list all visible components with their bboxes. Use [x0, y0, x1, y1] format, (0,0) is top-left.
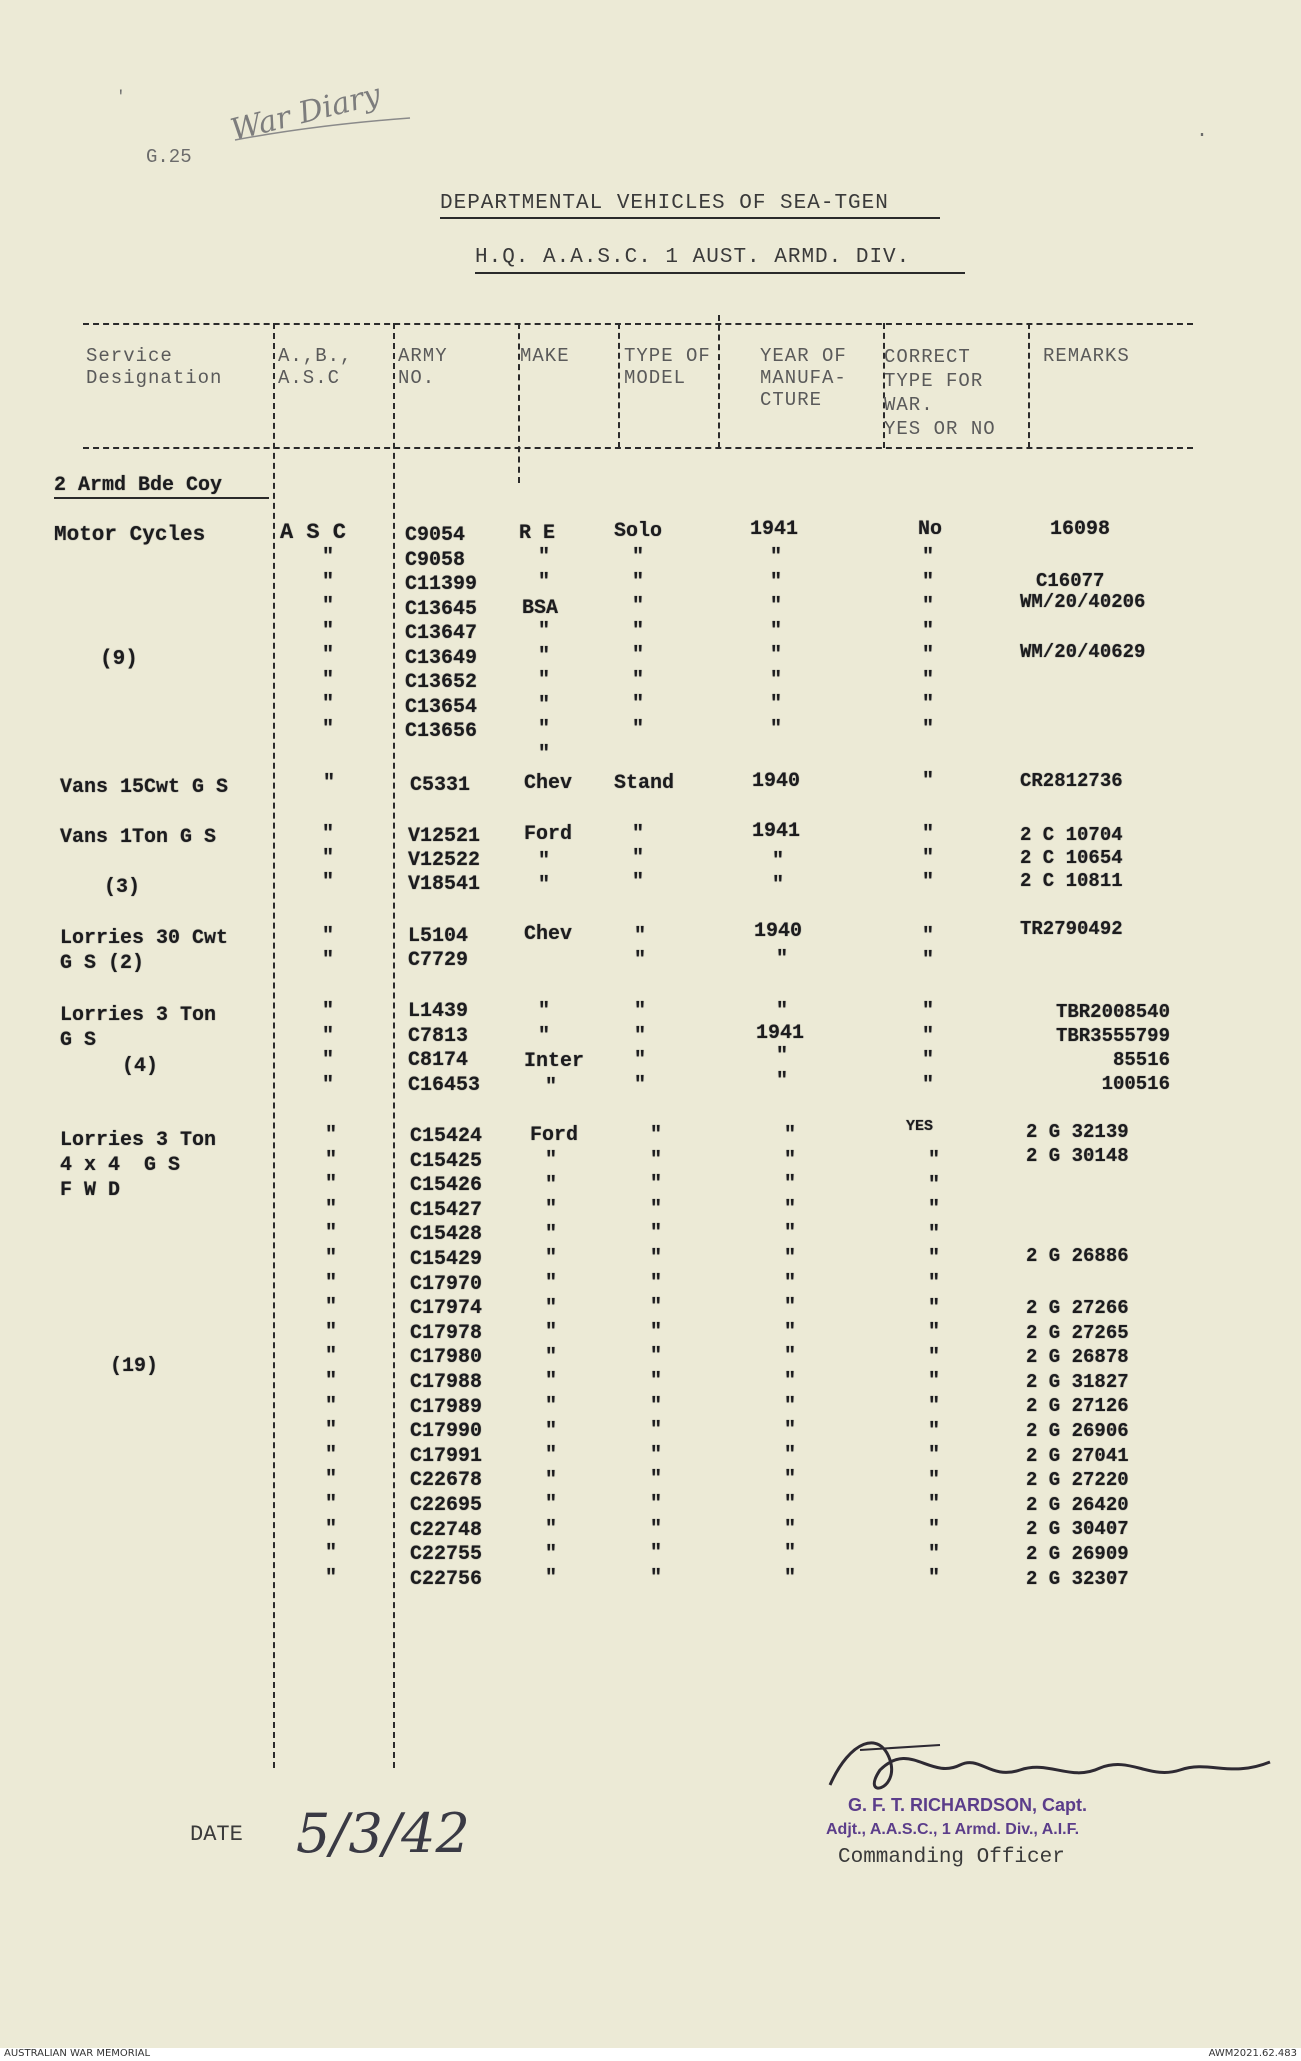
ditto-mark: " — [650, 1468, 663, 1492]
ditto-mark: " — [632, 644, 645, 667]
ditto-mark: " — [632, 717, 645, 741]
ditto-mark: " — [322, 668, 335, 692]
header-type-of-model: TYPE OF MODEL — [624, 345, 711, 389]
ditto-mark: " — [325, 1370, 338, 1393]
ditto-mark: " — [928, 1321, 941, 1345]
year-lorries-30cwt: 1940 — [754, 920, 803, 943]
ditto-mark: " — [922, 668, 935, 692]
group-count-motor-cycles: (9) — [100, 648, 138, 671]
ditto-mark: " — [325, 1468, 338, 1492]
army-no-list-vans-1ton: V12521 V12522 V18541 — [408, 825, 481, 896]
ditto-mark: " — [632, 847, 645, 870]
ditto-mark: " — [538, 874, 551, 897]
table-top-rule — [83, 323, 1193, 325]
ditto-mark: " — [922, 717, 935, 741]
ditto-mark: " — [922, 871, 935, 894]
ditto-mark: " — [650, 1345, 663, 1369]
document-title: DEPARTMENTAL VEHICLES OF SEA-TGEN — [440, 192, 889, 215]
remark: WM/20/40206 — [1020, 591, 1146, 613]
ditto-mark: " — [650, 1173, 663, 1197]
ditto-mark: " — [650, 1566, 663, 1590]
ditto-mark: " — [922, 619, 935, 643]
make-ford: Ford — [524, 823, 573, 846]
ditto-mark: " — [784, 1419, 797, 1443]
ditto-mark: " — [325, 1197, 338, 1221]
ditto-mark: " — [928, 1296, 941, 1320]
ditto-mark: " — [325, 1296, 338, 1320]
ditto-mark: " — [322, 823, 335, 846]
ditto-mark: " — [922, 546, 935, 569]
ditto-mark: " — [776, 1069, 789, 1093]
ditto-mark: " — [538, 669, 551, 692]
year-lorries-3ton: 1941 — [756, 1022, 805, 1045]
ditto-mark: " — [538, 1024, 551, 1048]
header-army-no: ARMY NO. — [398, 345, 448, 389]
ditto-mark: " — [545, 1247, 558, 1271]
ditto-mark: " — [545, 1345, 558, 1369]
ditto-mark: " — [538, 546, 551, 569]
table-header-rule — [83, 447, 1193, 449]
correct-no: No — [918, 518, 943, 541]
ditto-mark: " — [545, 1321, 558, 1345]
ditto-mark: " — [770, 619, 783, 643]
ditto-mark: " — [784, 1124, 797, 1147]
ditto-mark: " — [545, 1444, 558, 1468]
ditto-mark: " — [634, 1000, 647, 1023]
ditto-mark: " — [650, 1247, 663, 1270]
army-no-list-lorries-3ton: L1439 C7813 C8174 C16453 — [408, 1000, 481, 1097]
ditto-mark: " — [922, 595, 935, 618]
unit-heading: 2 Armd Bde Coy — [54, 474, 223, 497]
ditto-mark: " — [322, 847, 335, 870]
column-divider — [273, 323, 275, 1768]
ditto-mark: " — [922, 823, 935, 846]
ditto-mark: " — [325, 1493, 338, 1516]
footer-credit: AUSTRALIAN WAR MEMORIAL — [4, 2048, 151, 2059]
ditto-mark: " — [650, 1197, 663, 1221]
army-no-list-motor-cycles: C9054 C9058 C11399 C13645 C13647 C13649 C13652 C13654 C13656 — [405, 524, 478, 743]
ditto-mark: " — [325, 1566, 338, 1590]
ditto-mark: " — [928, 1518, 941, 1541]
ditto-mark: " — [770, 570, 783, 594]
ditto-mark: " — [545, 1173, 558, 1197]
ditto-mark: " — [325, 1247, 338, 1270]
document-reference: G.25 — [146, 146, 192, 168]
ditto-mark: " — [922, 570, 935, 594]
margin-mark: ' — [116, 88, 126, 106]
ditto-mark: " — [538, 693, 551, 717]
ditto-mark: " — [922, 1049, 935, 1072]
ditto-mark: " — [538, 850, 551, 873]
ditto-mark: " — [784, 1517, 797, 1541]
ditto-mark: " — [922, 693, 935, 716]
ditto-mark: " — [632, 619, 645, 643]
ditto-mark: " — [650, 1370, 663, 1393]
ditto-mark: " — [322, 1024, 335, 1048]
ditto-mark: " — [650, 1493, 663, 1516]
group-count-lorries-3ton-4x4: (19) — [110, 1355, 159, 1378]
ditto-mark: " — [784, 1222, 797, 1246]
ditto-mark: " — [650, 1542, 663, 1566]
ditto-mark: " — [322, 949, 335, 972]
ditto-mark: " — [538, 570, 551, 594]
ditto-mark: " — [928, 1222, 941, 1246]
margin-mark: . — [1196, 120, 1209, 143]
ditto-mark: " — [325, 1148, 338, 1172]
type-stand: Stand — [614, 772, 675, 795]
remark: 16098 — [1050, 518, 1111, 541]
column-divider — [1028, 323, 1030, 448]
ditto-mark: " — [325, 1271, 338, 1295]
footer-reference: AWM2021.62.483 — [1208, 2048, 1297, 2059]
remark: 2 G 26886 — [1026, 1245, 1129, 1267]
ditto-mark: " — [325, 1320, 338, 1344]
year-motor-cycles: 1941 — [750, 518, 799, 541]
remark: TR2790492 — [1020, 918, 1123, 940]
ditto-mark: " — [928, 1345, 941, 1369]
ditto-mark: " — [545, 1272, 558, 1295]
ditto-mark: " — [538, 644, 551, 668]
ditto-mark: " — [770, 717, 783, 741]
ditto-mark: " — [928, 1468, 941, 1492]
ditto-mark: " — [545, 1370, 558, 1394]
ditto-mark: " — [632, 570, 645, 594]
ditto-mark: " — [776, 948, 789, 971]
make-inter: Inter — [524, 1050, 585, 1073]
ditto-mark: " — [323, 772, 336, 795]
ditto-mark: " — [928, 1444, 941, 1468]
ditto-mark: " — [325, 1173, 338, 1197]
ditto-mark: " — [322, 717, 335, 741]
ditto-mark: " — [322, 871, 335, 894]
ditto-mark: " — [770, 595, 783, 618]
ditto-mark: " — [325, 1419, 338, 1443]
remarks-lorries-3ton: TBR2008540 TBR3555799 85516 100516 — [1055, 1001, 1170, 1095]
group-label-lorries-30cwt: Lorries 30 Cwt G S (2) — [60, 927, 229, 975]
make-re: R E — [519, 522, 556, 545]
ditto-mark: " — [538, 620, 551, 643]
ditto-mark: " — [322, 570, 335, 594]
ditto-mark: " — [325, 1124, 338, 1147]
ditto-mark: " — [784, 1566, 797, 1590]
ditto-mark: " — [322, 925, 335, 948]
group-label-vans-15cwt: Vans 15Cwt G S — [60, 776, 229, 799]
ditto-mark: " — [538, 742, 551, 766]
ditto-mark: " — [634, 1073, 647, 1097]
header-remarks: REMARKS — [1043, 345, 1130, 367]
ditto-mark: " — [545, 1468, 558, 1492]
ditto-mark: " — [770, 546, 783, 569]
ditto-mark: " — [322, 546, 335, 569]
ditto-mark: " — [325, 1222, 338, 1246]
ditto-mark: " — [545, 1542, 558, 1566]
ditto-mark: " — [650, 1296, 663, 1320]
column-divider — [618, 323, 620, 448]
header-ab-asc: A.,B., A.S.C — [278, 345, 353, 389]
ditto-mark: " — [325, 1443, 338, 1467]
ditto-mark: " — [634, 1024, 647, 1048]
ditto-mark: " — [634, 949, 647, 972]
army-no-list-lorries-30cwt: L5104 C7729 — [408, 925, 469, 972]
svg-text:War Diary: War Diary — [227, 77, 384, 149]
ditto-mark: " — [545, 1395, 558, 1418]
make-bsa: BSA — [522, 597, 559, 620]
ditto-mark: " — [650, 1148, 663, 1172]
ditto-mark: " — [322, 693, 335, 716]
ditto-mark: " — [928, 1493, 941, 1517]
group-count-vans-1ton: (3) — [104, 876, 141, 899]
ditto-mark: " — [784, 1148, 797, 1172]
remark: C16077 — [1036, 570, 1105, 592]
army-no-list-lorries-3ton-4x4: C15424 C15425 C15426 C15427 C15428 C15429 C17970 C17974 C17978 C17980 C17988 C17989 C17990 C17991 C22678 C22695 C22748 C22755 C22756 — [410, 1125, 483, 1591]
ditto-mark: " — [928, 1419, 941, 1443]
officer-stamp-name: G. F. T. RICHARDSON, Capt. — [848, 1795, 1088, 1815]
ditto-mark: " — [650, 1419, 663, 1443]
make-ford: Ford — [530, 1124, 579, 1147]
ditto-mark: " — [632, 546, 645, 569]
ditto-mark: " — [322, 1000, 335, 1023]
ditto-mark: " — [784, 1493, 797, 1516]
ditto-mark: " — [922, 1024, 935, 1048]
ditto-mark: " — [928, 1149, 941, 1172]
ditto-mark: " — [928, 1247, 941, 1271]
ditto-mark: " — [632, 693, 645, 716]
ditto-mark: " — [922, 770, 935, 793]
ditto-mark: " — [634, 1049, 647, 1072]
ditto-mark: " — [928, 1198, 941, 1222]
ditto-mark: " — [784, 1197, 797, 1221]
column-divider — [393, 323, 395, 1768]
ditto-mark: " — [632, 823, 645, 846]
ditto-mark: " — [650, 1394, 663, 1418]
group-count-lorries-3ton: (4) — [122, 1055, 159, 1078]
ditto-mark: " — [922, 949, 935, 972]
type-solo: Solo — [614, 520, 663, 543]
ditto-mark: " — [545, 1296, 558, 1320]
ditto-mark: " — [784, 1247, 797, 1270]
ditto-mark: " — [928, 1370, 941, 1394]
officer-stamp-unit: Adjt., A.A.S.C., 1 Armd. Div., A.I.F. — [826, 1821, 1080, 1838]
ditto-mark: " — [784, 1345, 797, 1369]
header-year-of-manufacture: YEAR OF MANUFA- CTURE — [760, 345, 847, 411]
ditto-mark: " — [322, 644, 335, 667]
date-label: DATE — [190, 1822, 243, 1847]
remarks-lorries-3ton-4x4-list: 2 G 27266 2 G 27265 2 G 26878 2 G 31827 2 G 27126 2 G 26906 2 G 27041 2 G 27220 2 G 26420 2 G 30407 2 G 26909 2 G 32307 — [1026, 1297, 1129, 1590]
ditto-mark: " — [922, 1000, 935, 1023]
ditto-mark: " — [928, 1567, 941, 1591]
ditto-mark: " — [784, 1443, 797, 1467]
ditto-mark: " — [538, 1000, 551, 1023]
ditto-mark: " — [632, 668, 645, 692]
ditto-mark: " — [545, 1518, 558, 1541]
footer-strip — [0, 2048, 1301, 2061]
ditto-mark: " — [784, 1468, 797, 1492]
group-label-lorries-3ton: Lorries 3 Ton G S — [60, 1004, 217, 1052]
header-make: MAKE — [520, 345, 570, 367]
ditto-mark: " — [784, 1370, 797, 1393]
ditto-mark: " — [545, 1149, 558, 1172]
ditto-mark: " — [545, 1567, 558, 1591]
ditto-mark: " — [784, 1542, 797, 1566]
group-label-lorries-3ton-4x4: Lorries 3 Ton 4 x 4 G S F W D — [60, 1129, 217, 1202]
ditto-mark: " — [545, 1493, 558, 1517]
header-correct-type-for-war: CORRECT TYPE FOR WAR. YES OR NO — [884, 346, 996, 440]
ditto-mark: " — [772, 850, 785, 873]
ditto-mark: " — [538, 718, 551, 741]
ditto-mark: " — [545, 1419, 558, 1443]
ditto-mark: " — [650, 1124, 663, 1147]
ditto-mark: " — [922, 644, 935, 667]
group-label-motor-cycles: Motor Cycles — [54, 524, 206, 547]
ditto-mark: " — [545, 1076, 558, 1099]
ditto-mark: " — [632, 595, 645, 618]
ditto-mark: " — [772, 874, 785, 897]
header-service-designation: Service Designation — [86, 345, 223, 389]
remark: CR2812736 — [1020, 770, 1123, 792]
group-label-vans-1ton: Vans 1Ton G S — [60, 826, 217, 849]
make-chev: Chev — [524, 923, 573, 946]
ditto-mark: " — [784, 1320, 797, 1344]
ditto-mark: " — [634, 925, 647, 948]
ditto-mark: " — [325, 1517, 338, 1541]
ab-value: A S C — [280, 520, 347, 545]
year-vans-15cwt: 1940 — [752, 770, 801, 793]
ditto-mark: " — [545, 1222, 558, 1246]
svg-text:5/3/42: 5/3/42 — [296, 1802, 470, 1865]
officer-title: Commanding Officer — [838, 1846, 1065, 1869]
ditto-mark: " — [928, 1272, 941, 1295]
ditto-mark: " — [770, 644, 783, 667]
year-vans-1ton: 1941 — [752, 820, 801, 843]
column-divider — [718, 315, 720, 448]
ditto-mark: " — [322, 619, 335, 643]
make-chev: Chev — [524, 772, 573, 795]
ditto-mark: " — [650, 1517, 663, 1541]
ditto-mark: " — [784, 1296, 797, 1320]
ditto-mark: " — [650, 1271, 663, 1295]
ditto-mark: " — [784, 1173, 797, 1197]
ditto-mark: " — [928, 1542, 941, 1566]
ditto-mark: " — [922, 847, 935, 870]
correct-yes: YES — [906, 1118, 934, 1135]
ditto-mark: " — [325, 1542, 338, 1566]
ditto-mark: " — [322, 1073, 335, 1097]
ditto-mark: " — [776, 1045, 789, 1068]
army-no: C5331 — [410, 774, 471, 797]
ditto-mark: " — [325, 1394, 338, 1418]
ditto-mark: " — [545, 1198, 558, 1222]
ditto-mark: " — [632, 871, 645, 894]
ditto-mark: " — [650, 1443, 663, 1467]
ditto-mark: " — [922, 1073, 935, 1097]
ditto-mark: " — [770, 668, 783, 692]
ditto-mark: " — [650, 1320, 663, 1344]
ditto-mark: " — [928, 1395, 941, 1418]
ditto-mark: " — [322, 1049, 335, 1072]
remark: WM/20/40629 — [1020, 641, 1146, 663]
ditto-mark: " — [770, 693, 783, 716]
document-subtitle: H.Q. A.A.S.C. 1 AUST. ARMD. DIV. — [475, 246, 911, 269]
ditto-mark: " — [922, 925, 935, 948]
ditto-mark: " — [928, 1173, 941, 1197]
ditto-mark: " — [325, 1345, 338, 1369]
ditto-mark: " — [650, 1222, 663, 1246]
ditto-mark: " — [784, 1271, 797, 1295]
remarks-lorries-3ton-4x4-top: 2 G 32139 2 G 30148 — [1026, 1121, 1129, 1167]
ditto-mark: " — [322, 595, 335, 618]
remarks-vans-1ton: 2 C 10704 2 C 10654 2 C 10811 — [1020, 824, 1123, 892]
ditto-mark: " — [776, 1000, 789, 1023]
ditto-mark: " — [784, 1394, 797, 1418]
